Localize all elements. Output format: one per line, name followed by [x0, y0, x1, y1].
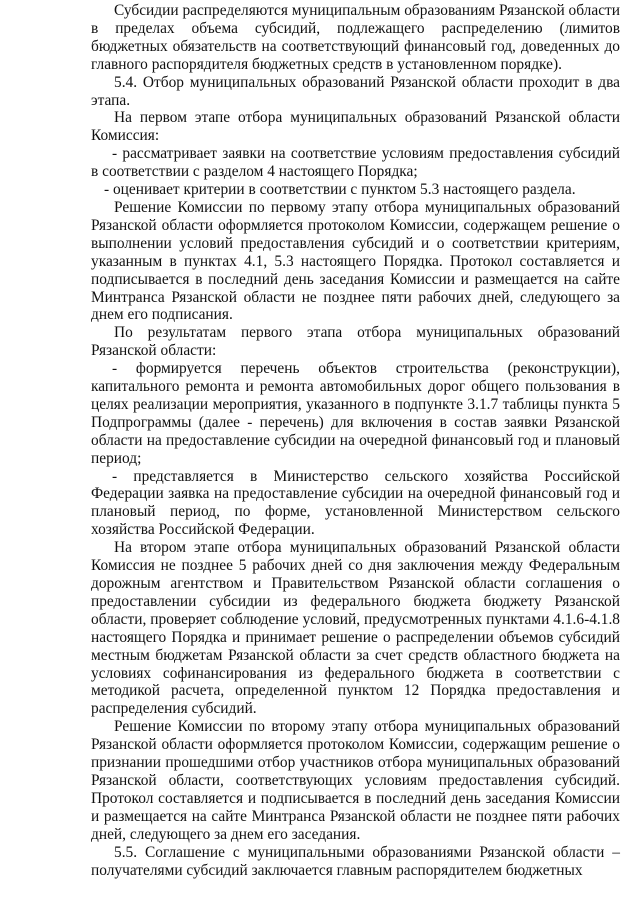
paragraph-5-5-agreement: 5.5. Соглашение с муниципальными образованиями Рязанской области – получателями субсидий заключается главным распорядителем бюджетных: [91, 843, 620, 879]
paragraph-second-stage-decision: Решение Комиссии по второму этапу отбора муниципальных образований Рязанской области оформляется протоколом Комиссии, содержащим решение о признании прошедшими отбор участников отбора муниципальных образований Рязанской области, соответствующих условиям предоставления субсидий. Протокол составляется и подписывается в последний день заседания Комиссии и размещается на сайте Минтранса Рязанской области не позднее пяти рабочих дней, следующего за днем его заседания.: [91, 718, 620, 843]
paragraph-subsidy-distribution: Субсидии распределяются муниципальным образованиям Рязанской области в пределах объема субсидий, подлежащего распределению (лимитов бюджетных обязательств на соответствующий финансовый год, доведенных до главного распорядителя бюджетных средств в установленном порядке).: [91, 2, 620, 73]
list-item-forms-list: - формируется перечень объектов строительства (реконструкции), капитального ремонта и ремонта автомобильных дорог общего пользования в целях реализации мероприятия, указанного в подпункте 3.1.7 таблицы пункта 5 Подпрограммы (далее - перечень) для включения в состав заявки Рязанской области на предоставление субсидии на очередной финансовый год и плановый период;: [91, 360, 620, 467]
paragraph-5-4-selection-stages: 5.4. Отбор муниципальных образований Рязанской области проходит в два этапа.: [91, 73, 620, 109]
paragraph-first-stage-intro: На первом этапе отбора муниципальных образований Рязанской области Комиссия:: [91, 109, 620, 145]
paragraph-first-stage-decision: Решение Комиссии по первому этапу отбора муниципальных образований Рязанской области оформляется протоколом Комиссии, содержащем решение о выполнении условий предоставления субсидий и о соответствии критериям, указанным в пунктах 4.1, 5.3 настоящего Порядка. Протокол составляется и подписывается в последний день заседания Комиссии и размещается на сайте Минтранса Рязанской области не позднее пяти рабочих дней, следующего за днем его подписания.: [91, 198, 620, 324]
list-item-evaluates-criteria: - оценивает критерии в соответствии с пунктом 5.3 настоящего раздела.: [104, 181, 576, 199]
paragraph-first-stage-results: По результатам первого этапа отбора муниципальных образований Рязанской области:: [91, 324, 620, 360]
list-item-reviews-applications: - рассматривает заявки на соответствие условиям предоставления субсидий в соответствии с разделом 4 настоящего Порядка;: [91, 145, 620, 181]
list-item-submits-application: - представляется в Министерство сельского хозяйства Российской Федерации заявка на предоставление субсидии на очередной финансовый год и плановый период, по форме, установленной Министерством сельского хозяйства Российской Федерации.: [91, 467, 620, 539]
paragraph-second-stage: На втором этапе отбора муниципальных образований Рязанской области Комиссия не позднее 5 рабочих дней со дня заключения между Федеральным дорожным агентством и Правительством Рязанской области соглашения о предоставлении субсидии из федерального бюджета бюджету Рязанской области, проверяет соблюдение условий, предусмотренных пунктами 4.1.6-4.1.8 настоящего Порядка и принимает решение о распределении объемов субсидий местным бюджетам Рязанской области за счет средств областного бюджета на условиях софинансирования из федерального бюджета в соответствии с методикой расчета, определенной пунктом 12 Порядка предоставления и распределения субсидий.: [91, 539, 620, 718]
